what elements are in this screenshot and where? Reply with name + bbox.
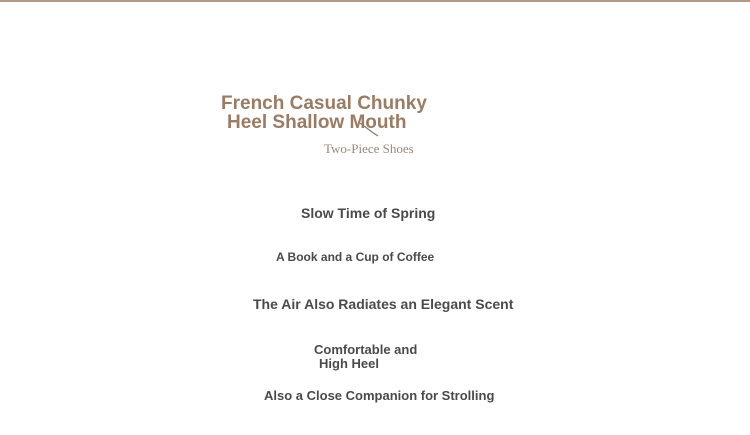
copy-line-4b: High Heel [319,356,379,371]
copy-line-3: The Air Also Radiates an Elegant Scent [253,296,514,312]
copy-line-2: A Book and a Cup of Coffee [276,250,435,264]
copy-line-4a: Comfortable and [314,342,418,357]
brush-stroke-icon [358,121,382,139]
headline-line-1: French Casual Chunky [221,93,427,114]
copy-line-5: Also a Close Companion for Strolling [264,388,495,403]
headline-line-2: Heel Shallow Mouth [227,112,407,133]
copy-line-1: Slow Time of Spring [301,205,436,221]
top-divider [0,0,750,2]
headline-subtitle: Two-Piece Shoes [324,141,414,156]
